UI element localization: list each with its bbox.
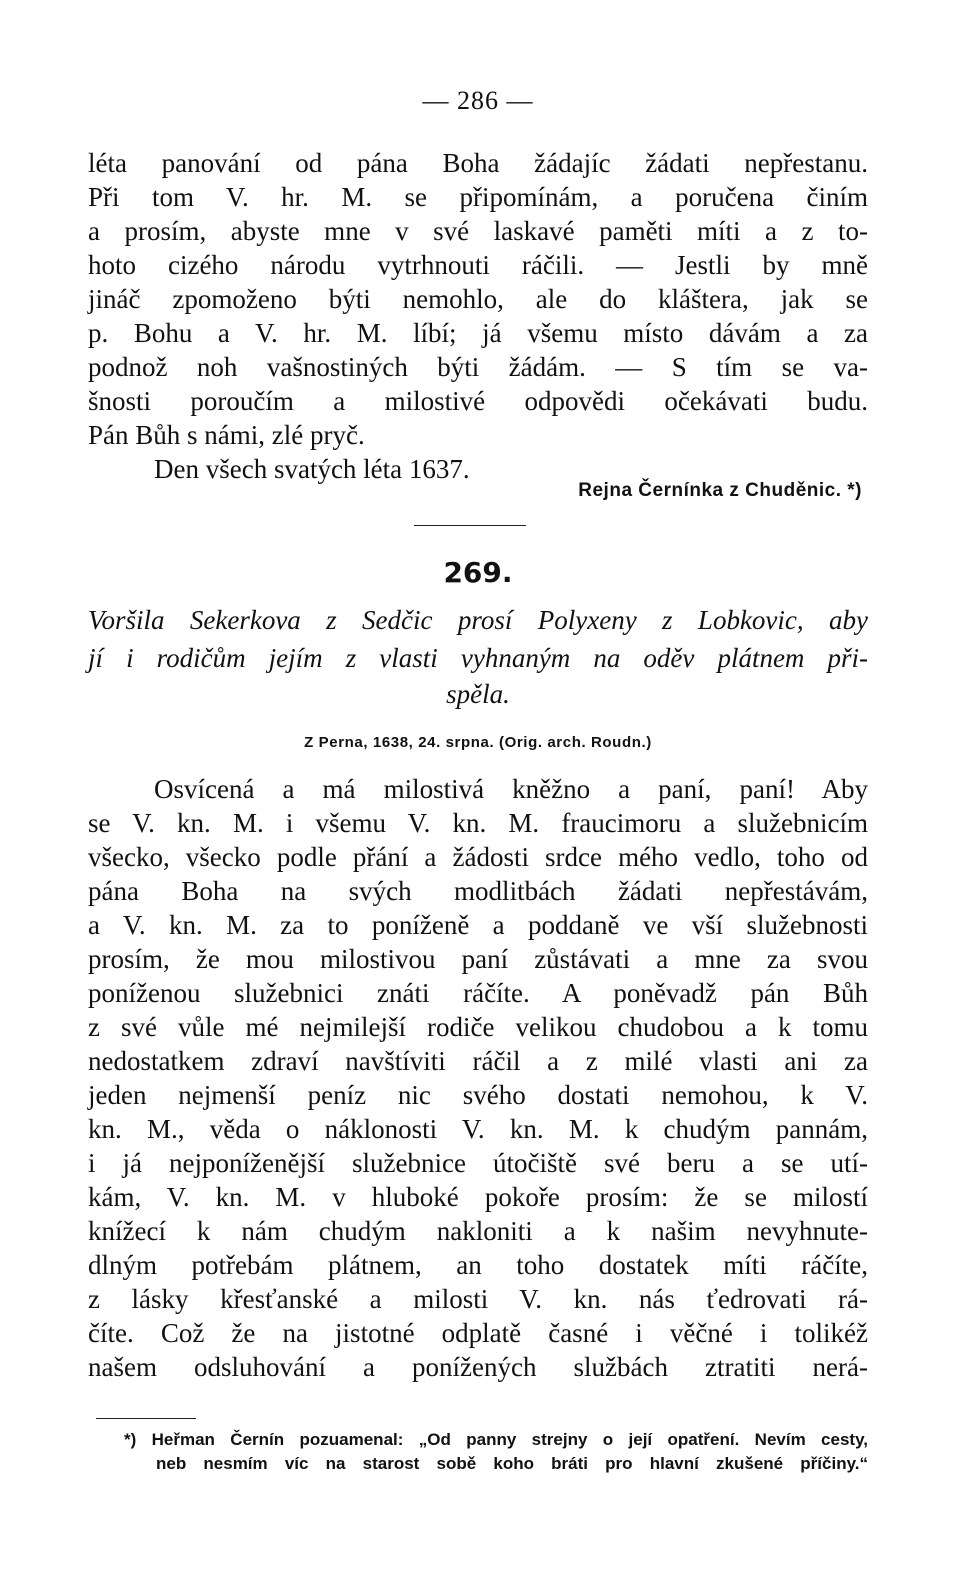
text-line: knížecí k nám chudým nakloniti a k našim nevyhnute-	[88, 1216, 868, 1246]
text-line: léta panování od pána Boha žádajíc žádati nepřestanu.	[88, 148, 868, 178]
text-line: jináč zpomoženo býti nemohlo, ale do kláštera, jak se	[88, 284, 868, 314]
text-line: číte. Což že na jistotné odplatě časné i věčné i tolikéž	[88, 1318, 868, 1348]
document-number: 269.	[443, 556, 513, 589]
date-line: Den všech svatých léta 1637.	[154, 454, 470, 484]
text-line: šnosti poroučím a milostivé odpovědi očekávati budu.	[88, 386, 868, 416]
title-line: jí i rodičům jejím z vlasti vyhnaným na oděv plátnem při-	[88, 643, 868, 673]
text-line: jeden nejmenší peníz nic svého dostati nemohou, k V.	[88, 1080, 868, 1110]
text-line: našem odsluhování a ponížených službách ztratiti nerá-	[88, 1352, 868, 1382]
footnote-divider	[96, 1418, 196, 1419]
text-line: se V. kn. M. i všemu V. kn. M. fraucimoru a služebnicím	[88, 808, 868, 838]
text-line: dlným potřebám plátnem, an toho dostatek míti ráčíte,	[88, 1250, 868, 1280]
text-line: z své vůle mé nejmilejší rodiče velikou chudobou a k tomu	[88, 1012, 868, 1042]
text-line: Při tom V. hr. M. se připomínám, a poručena činím	[88, 182, 868, 212]
document-source: Z Perna, 1638, 24. srpna. (Orig. arch. Roudn.)	[304, 734, 652, 751]
footnote-line: *) Heřman Černín pozuamenal: „Od panny strejny o její opatření. Nevím cesty,	[124, 1430, 868, 1449]
text-line: poníženou služebnici znáti ráčíte. A poněvadž pán Bůh	[88, 978, 868, 1008]
signature: Rejna Černínka z Chuděnic. *)	[578, 480, 862, 501]
text-line: podnož noh vašnostiných býti žádám. — S tím se va-	[88, 352, 868, 382]
book-page	[88, 0, 868, 1584]
text-line: p. Bohu a V. hr. M. líbí; já všemu místo dávám a za	[88, 318, 868, 348]
footnote-line: neb nesmím víc na starost sobě koho bráti pro hlavní zkušené příčiny.“	[156, 1454, 868, 1473]
text-line: Pán Bůh s námi, zlé pryč.	[88, 420, 365, 450]
text-line: kn. M., věda o náklonosti V. kn. M. k chudým pannám,	[88, 1114, 868, 1144]
text-line: nedostatkem zdraví navštíviti ráčil a z milé vlasti ani za	[88, 1046, 868, 1076]
text-line: a prosím, abyste mne v své laskavé paměti míti a z to-	[88, 216, 868, 246]
text-line: pána Boha na svých modlitbách žádati nepřestávám,	[88, 876, 868, 906]
text-line: prosím, že mou milostivou paní zůstávati a mne za svou	[88, 944, 868, 974]
text-line: všecko, všecko podle přání a žádosti srdce mého vedlo, toho od	[88, 842, 868, 872]
text-line: hoto cizého národu vytrhnouti ráčili. — Jestli by mně	[88, 250, 868, 280]
page-number: — 286 —	[422, 86, 534, 115]
title-line: Voršila Sekerkova z Sedčic prosí Polyxeny z Lobkovic, aby	[88, 605, 868, 635]
title-line: spěla.	[446, 679, 510, 709]
text-line: a V. kn. M. za to poníženě a poddaně ve vší služebnosti	[88, 910, 868, 940]
text-line: kám, V. kn. M. v hluboké pokoře prosím: že se milostí	[88, 1182, 868, 1212]
text-line: z lásky křesťanské a milosti V. kn. nás ťedrovati rá-	[88, 1284, 868, 1314]
text-line: Osvícená a má milostivá kněžno a paní, paní! Aby	[154, 774, 868, 804]
section-divider	[414, 525, 526, 526]
text-line: i já nejponíženější služebnice útočiště své beru a se utí-	[88, 1148, 868, 1178]
